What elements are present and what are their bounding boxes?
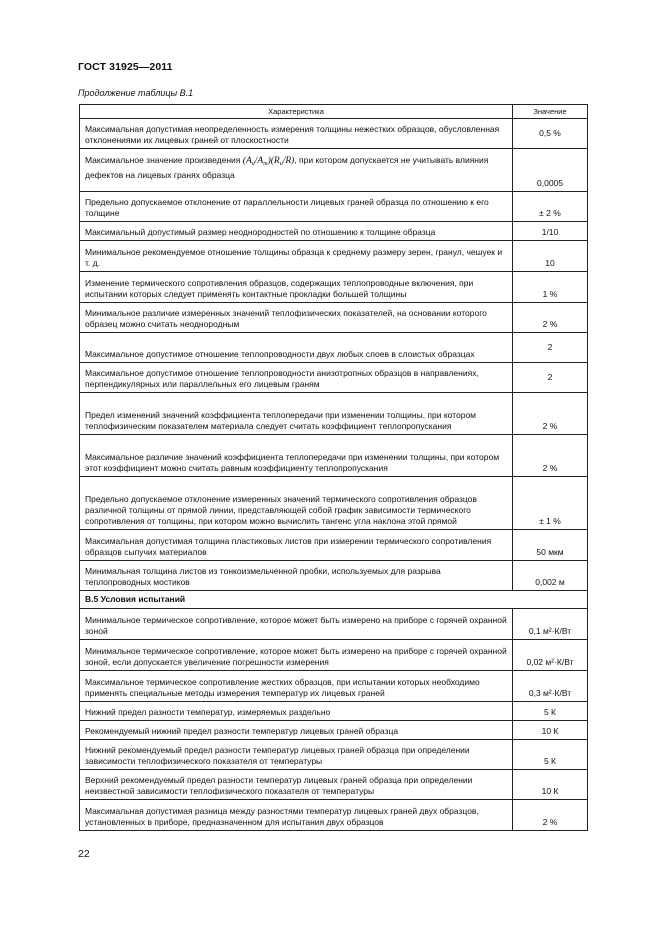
table-row [80,435,588,477]
row-characteristic: Изменение термического сопротивления образцов, содержащих теплопроводные включения, при испытании которых следует применять контактные прокладки большей толщины [80,272,513,303]
table-row [80,609,588,640]
row-characteristic: Максимальный допустимый размер неоднородностей по отношению к толщине образца [80,222,513,241]
table-row [80,702,588,721]
table-row [80,640,588,671]
row-value: 1 % [513,272,588,303]
row-value: 50 мкм [513,530,588,561]
row-characteristic: Минимальное термическое сопротивление, которое может быть измерено на приборе с горячей охранной зоной [80,609,513,640]
table-row [80,192,588,222]
table-continuation-label: Продолжение таблицы В.1 [78,88,194,98]
table-row [80,721,588,740]
row-value: 2 % [513,393,588,435]
row-characteristic: Нижний рекомендуемый предел разности температур лицевых граней образца при определении зависимости теплофизического показателя от температуры [80,740,513,770]
table-row [80,119,588,149]
table-row [80,530,588,561]
row-characteristic: Максимальное термическое сопротивление жестких образцов, при испытании которых необходимо применять специальные методы измерения температур их лицевых граней [80,671,513,702]
row-value: 0,1 м²·К/Вт [513,609,588,640]
page-number: 22 [78,848,90,860]
table-row [80,241,588,272]
table-row [80,333,588,363]
table-row [80,800,588,831]
row-characteristic: Минимальная толщина листов из тонкоизмельченной пробки, используемых для разрыва теплопроводных мостиков [80,561,513,591]
table-row [80,740,588,770]
formula-text-before: Максимальное значение произведения [85,155,241,165]
row-characteristic: Максимальное допустимое отношение теплопроводности двух любых слоев в слоистых образцах [80,333,513,363]
row-value: 0,5 % [513,119,588,149]
section-row [80,591,588,609]
row-value: ± 2 % [513,192,588,222]
row-value: 0,002 м [513,561,588,591]
table-row [80,272,588,303]
table-row [80,477,588,530]
row-value: 5 К [513,740,588,770]
standard-code: ГОСТ 31925—2011 [78,61,173,73]
row-characteristic: Максимальная допустимая неопределенность измерения толщины нежестких образцов, обусловленная отклонениями их лицевых граней от плоскостности [80,119,513,149]
row-characteristic [80,149,513,192]
row-value: 10 К [513,721,588,740]
column-header-value: Значение [513,105,588,119]
row-value: 0,3 м²·К/Вт [513,671,588,702]
row-value: 2 % [513,303,588,333]
formula: $(A_u/A_m)(R_u/R)$ [242,156,295,167]
formula-text-after: , при котором допускается не учитывать влияния дефектов на лицевых гранях образца [85,155,489,180]
row-value: 10 [513,241,588,272]
table-row [80,222,588,241]
row-value: 0,02 м²·К/Вт [513,640,588,671]
row-characteristic: Минимальное различие измеренных значений теплофизических показателей, на основании которого образец можно считать неоднородным [80,303,513,333]
row-characteristic: Минимальное термическое сопротивление, которое может быть измерено на приборе с горячей охранной зоной, если допускается увеличение погрешности измерения [80,640,513,671]
row-characteristic: Максимальное различие значений коэффициента теплопередачи при изменении толщины, при котором этот коэффициент можно считать равным коэффициенту теплопропускания [80,435,513,477]
row-characteristic: Рекомендуемый нижний предел разности температур лицевых граней образца [80,721,513,740]
row-value: ± 1 % [513,477,588,530]
row-value: 0,0005 [513,149,588,192]
row-value: 10 К [513,770,588,800]
row-value: 2 % [513,435,588,477]
row-value: 1/10 [513,222,588,241]
row-characteristic: Предельно допускаемое отклонение измеренных значений термического сопротивления образцов различной толщины от прямой линии, представляющей собой график зависимости термического сопротивления от толщины, при котором можно вычислить тангенс угла наклона этой прямой [80,477,513,530]
table-row [80,303,588,333]
table-row [80,561,588,591]
table-row [80,393,588,435]
row-characteristic: Нижний предел разности температур, измеряемых раздельно [80,702,513,721]
characteristics-table [79,104,588,831]
row-characteristic: Предельно допускаемое отклонение от параллельности лицевых граней образца по отношению к его толщине [80,192,513,222]
row-characteristic: Минимальное рекомендуемое отношение толщины образца к среднему размеру зерен, гранул, чешуек и т. д. [80,241,513,272]
row-characteristic: Максимальная допустимая толщина пластиковых листов при измерении термического сопротивления образцов сыпучих материалов [80,530,513,561]
section-title: В.5 Условия испытаний [80,591,588,609]
row-characteristic: Максимальная допустимая разница между разностями температур лицевых граней двух образцов, установленных в приборе, предназначенном для испытания двух образцов [80,800,513,831]
row-value: 2 % [513,800,588,831]
table-row [80,363,588,393]
row-characteristic: Предел изменений значений коэффициента теплопередачи при изменении толщины, при котором теплофизическим показателем материала следует считать коэффициент теплопропускания [80,393,513,435]
row-characteristic: Максимальное допустимое отношение теплопроводности анизотропных образцов в направлениях, перпендикулярных или параллельных его лицевым граням [80,363,513,393]
row-value: 2 [513,363,588,393]
table-row [80,770,588,800]
table-row [80,671,588,702]
row-characteristic: Верхний рекомендуемый предел разности температур лицевых граней образца при определении неизвестной зависимости теплофизического показателя от температуры [80,770,513,800]
row-value: 5 К [513,702,588,721]
table-row [80,149,588,192]
column-header-characteristic: Характеристика [80,105,513,119]
row-value: 2 [513,333,588,363]
table-header-row [80,105,588,119]
